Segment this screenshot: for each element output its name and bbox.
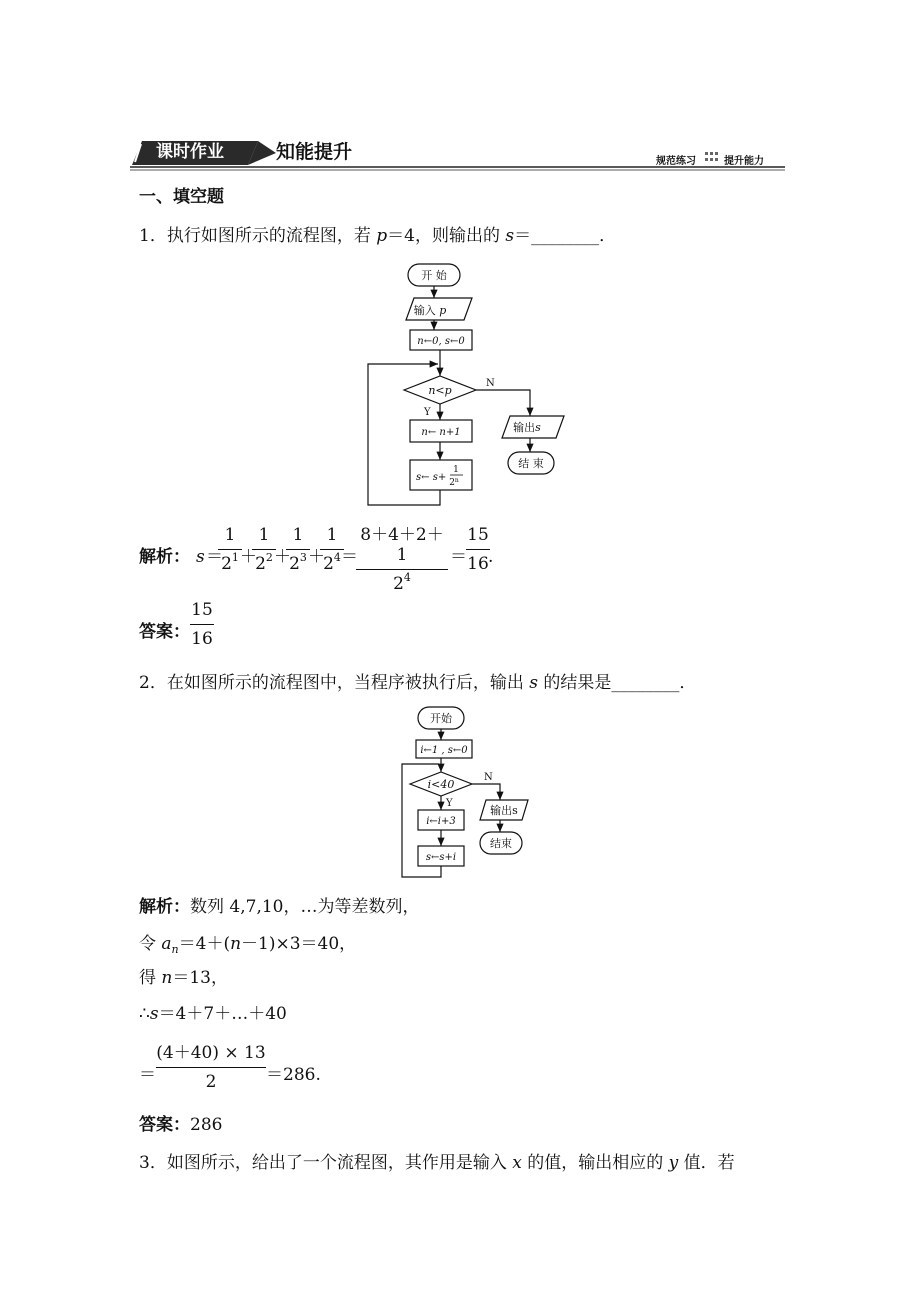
- svg-text:n<p: n<p: [428, 384, 452, 397]
- svg-text:输出s: 输出s: [513, 421, 541, 434]
- q2-analysis-line3: 得 n＝13，: [139, 968, 228, 988]
- q2-analysis-line2: 令 $a_n=4+(n-1)\times 3=40$，: [139, 934, 357, 956]
- q1-result-fraction: 15 16: [467, 525, 489, 574]
- q1-period: .: [488, 547, 494, 567]
- q1-number: 1．: [139, 226, 167, 246]
- q3-number: 3．: [139, 1153, 167, 1173]
- header-slogan-right: 提升能力: [724, 156, 764, 167]
- q1-plus-3: ＋: [308, 547, 325, 567]
- q1-eq-2: ＝: [341, 547, 358, 567]
- q2-answer-line: [139, 1115, 222, 1135]
- q2-line5-result: ＝286.: [266, 1065, 321, 1085]
- svg-text:结 束: 结 束: [518, 457, 544, 470]
- q1-fraction-4: 1 $2^4$: [320, 525, 344, 574]
- q1-analysis-eq: ＝: [206, 547, 223, 567]
- q2-answer: 286: [190, 1115, 223, 1135]
- q1-flowchart: [360, 258, 600, 513]
- svg-text:输出s: 输出s: [490, 804, 518, 817]
- svg-text:n←0, s←0: n←0, s←0: [417, 336, 465, 347]
- svg-text:i<40: i<40: [427, 778, 455, 791]
- svg-text:输入 p: 输入 p: [413, 304, 447, 317]
- q1-analysis-label: 解析：: [139, 547, 190, 567]
- section-title: 一、填空题: [139, 187, 224, 207]
- svg-text:Y: Y: [424, 407, 431, 418]
- svg-text:i←i+3: i←i+3: [426, 816, 456, 827]
- svg-text:s← s+: s← s+: [416, 472, 447, 483]
- q2-analysis-line1: 解析：数列 4,7,10，…为等差数列，: [139, 897, 420, 917]
- q1-plus-1: ＋: [240, 547, 257, 567]
- svg-text:开 始: 开 始: [421, 269, 447, 282]
- header-tag-left: 课时作业: [156, 142, 224, 162]
- q2-line5-eq: ＝: [139, 1065, 156, 1085]
- q2-text: 2．在如图所示的流程图中，当程序被执行后，输出 s 的结果是________．: [139, 673, 697, 693]
- svg-text:N: N: [486, 378, 495, 389]
- svg-text:i←1 , s←0: i←1 , s←0: [420, 745, 468, 756]
- header-tag-right: 知能提升: [276, 141, 353, 163]
- q3-text: 3．如图所示，给出了一个流程图，其作用是输入 x 的值，输出相应的 y 值．若: [139, 1153, 735, 1173]
- svg-text:s←s+i: s←s+i: [425, 852, 457, 863]
- q1-plus-2: ＋: [274, 547, 291, 567]
- q1-fraction-3: 1 $2^3$: [286, 525, 310, 574]
- q1-fraction-1: 1 $2^1$: [218, 525, 242, 574]
- q2-number: 2．: [139, 673, 167, 693]
- q2-line5-fraction: (4＋40) × 13 2: [156, 1043, 266, 1092]
- q2-flowchart: [390, 702, 540, 882]
- header-slogan-left: 规范练习: [656, 156, 696, 167]
- svg-text:结束: 结束: [490, 837, 512, 850]
- svg-text:1: 1: [453, 465, 459, 475]
- svg-text:n← n+1: n← n+1: [421, 427, 461, 438]
- q1-text: 1．执行如图所示的流程图，若 p＝4，则输出的 s＝________．: [139, 226, 617, 246]
- q2-analysis-label: 解析：: [139, 897, 190, 917]
- q2-answer-label: 答案：: [139, 1115, 190, 1135]
- svg-text:开始: 开始: [430, 712, 452, 725]
- q1-eq-3: ＝: [450, 547, 467, 567]
- svg-text:Y: Y: [446, 798, 453, 809]
- q1-sum-fraction: 8＋4＋2＋1 $2^4$: [356, 525, 448, 594]
- q1-analysis-var: s: [196, 547, 205, 567]
- q1-answer-label: 答案：: [139, 622, 190, 642]
- q2-analysis-line4: ∴s＝4＋7＋…＋40: [139, 1004, 287, 1024]
- q1-fraction-2: 1 $2^2$: [252, 525, 276, 574]
- svg-text:2n: 2$^n$: [449, 477, 459, 488]
- svg-text:N: N: [484, 772, 493, 783]
- q1-answer: 15 16: [191, 600, 213, 649]
